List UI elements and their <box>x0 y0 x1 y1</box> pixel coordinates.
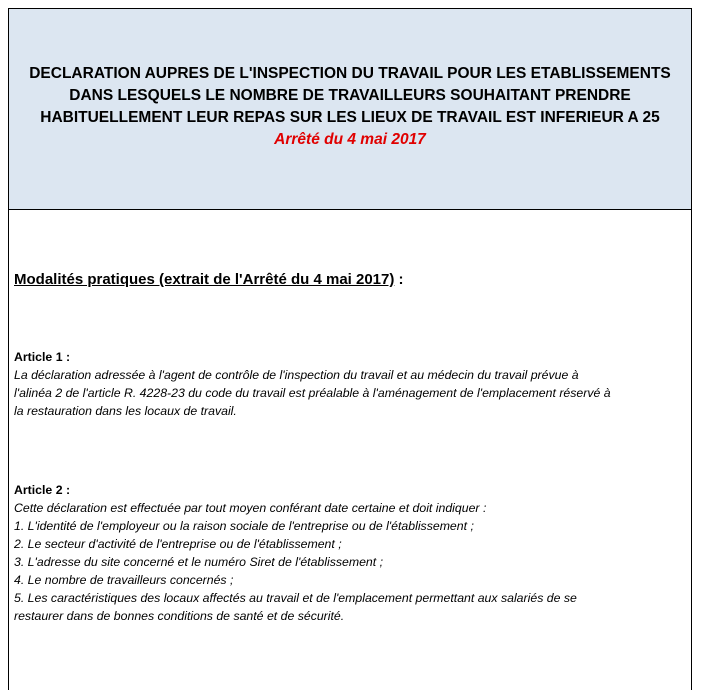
document-sheet <box>8 8 692 690</box>
list-item: 2. Le secteur d'activité de l'entreprise ou de l'établissement ; <box>14 537 342 551</box>
header-title <box>9 63 691 151</box>
header-banner <box>9 9 691 210</box>
article-heading: Article 1 : <box>14 350 71 364</box>
header-date: Arrêté du 4 mai 2017 <box>274 131 426 148</box>
list-item: 5. Les caractéristiques des locaux affectés au travail et de l'emplacement permettant aux salariés de se <box>14 591 577 605</box>
article-line: l'alinéa 2 de l'article R. 4228-23 du code du travail est préalable à l'aménagement de l'emplacement réservé à <box>14 386 611 400</box>
list-item: 4. Le nombre de travailleurs concernés ; <box>14 573 234 587</box>
list-item: 1. L'identité de l'employeur ou la raison sociale de l'entreprise ou de l'établissement ; <box>14 519 474 533</box>
section-title-text: Modalités pratiques (extrait de l'Arrêté du 4 mai 2017) <box>14 271 395 288</box>
article-line: La déclaration adressée à l'agent de contrôle de l'inspection du travail et au médecin du travail prévue à <box>14 368 579 382</box>
article-line: la restauration dans les locaux de travail. <box>14 404 237 418</box>
header-title-line: HABITUELLEMENT LEUR REPAS SUR LES LIEUX DE TRAVAIL EST INFERIEUR A 25 <box>40 109 660 126</box>
header-title-line: DANS LESQUELS LE NOMBRE DE TRAVAILLEURS SOUHAITANT PRENDRE <box>69 87 631 104</box>
section-title-suffix: : <box>394 271 404 288</box>
article-heading: Article 2 : <box>14 483 71 497</box>
article-line: restaurer dans de bonnes conditions de santé et de sécurité. <box>14 609 345 623</box>
section-title <box>14 271 404 289</box>
header-title-line: DECLARATION AUPRES DE L'INSPECTION DU TRAVAIL POUR LES ETABLISSEMENTS <box>29 65 671 82</box>
article-line: Cette déclaration est effectuée par tout moyen conférant date certaine et doit indiquer : <box>14 501 487 515</box>
article-2 <box>14 481 682 625</box>
list-item: 3. L'adresse du site concerné et le numéro Siret de l'établissement ; <box>14 555 384 569</box>
article-1 <box>14 348 682 420</box>
content-area <box>9 210 691 691</box>
